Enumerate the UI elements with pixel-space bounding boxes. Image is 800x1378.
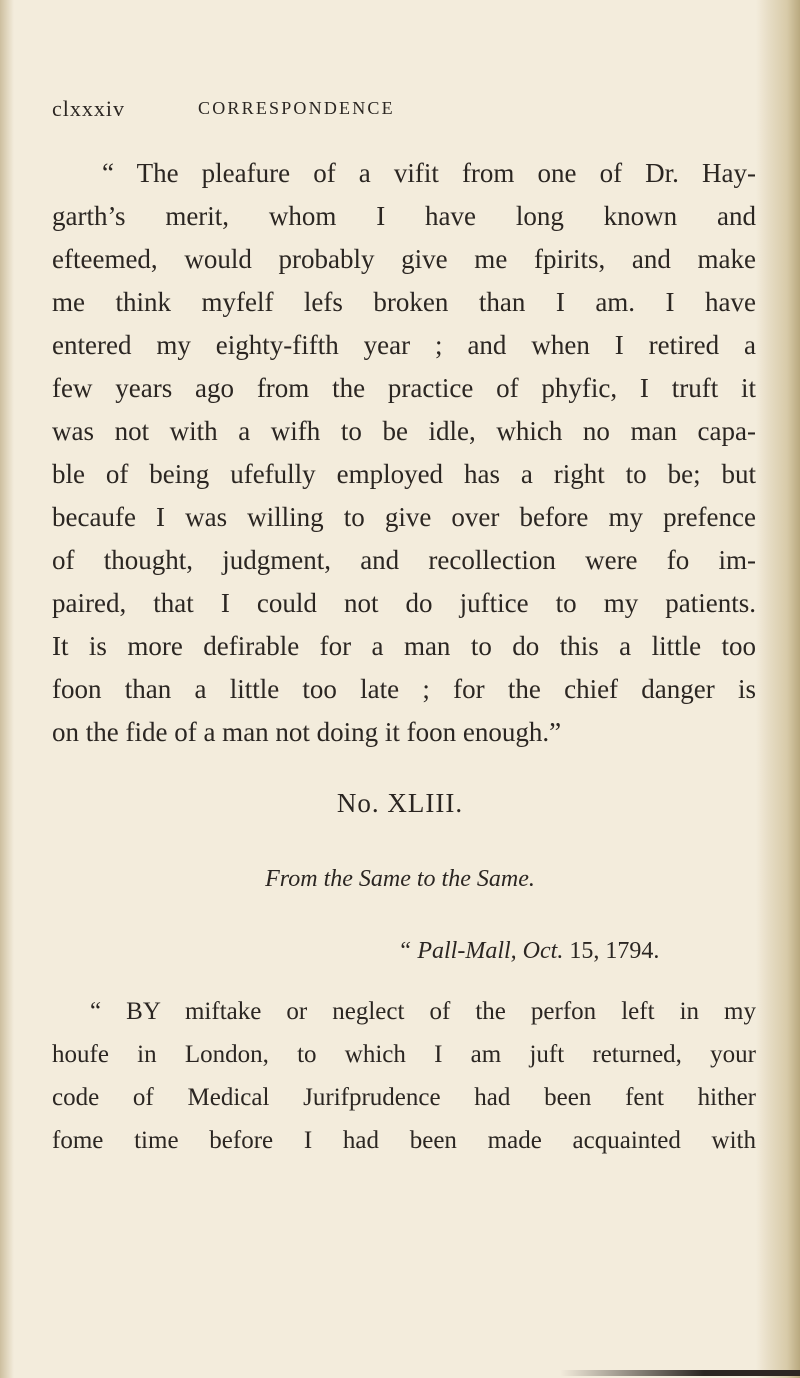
text-line: ble of being ufefully employed has a right to be; but <box>52 459 756 489</box>
text-line: “ The pleafure of a vifit from one of Dr. Hay- <box>102 158 756 188</box>
letter-body <box>52 990 756 1162</box>
text-line: efteemed, would probably give me fpirits, and make <box>52 244 756 274</box>
text-line: “ BY miftake or neglect of the perfon left in my <box>90 998 756 1025</box>
text-line: of thought, judgment, and recollection were fo im- <box>52 545 756 575</box>
text-line: me think myfelf lefs broken than I am. I have <box>52 287 756 317</box>
passage-text <box>52 152 756 754</box>
running-head: CORRESPONDENCE <box>198 98 395 118</box>
text-line: foon than a little too late ; for the chief danger is <box>52 674 756 704</box>
text-line: garth’s merit, whom I have long known and <box>52 201 756 231</box>
page-edge-right <box>756 0 800 1378</box>
text-line: code of Medical Jurifprudence had been fent hither <box>52 1084 756 1111</box>
letter-subheading: From the Same to the Same. <box>265 866 535 892</box>
text-line: entered my eighty-fifth year ; and when I retired a <box>52 330 756 360</box>
text-line: paired, that I could not do juftice to my patients. <box>52 588 756 618</box>
text-line: fome time before I had been made acquainted with <box>52 1127 756 1154</box>
bottom-rule <box>560 1370 800 1376</box>
text-line: becaufe I was willing to give over before my prefence <box>52 502 756 532</box>
dateline-place: “ Pall-Mall, Oct. <box>398 938 564 964</box>
text-line: on the fide of a man not doing it foon enough.” <box>52 717 562 747</box>
page-number: clxxxiv <box>52 96 125 121</box>
letter-dateline <box>398 938 659 965</box>
page-edge-left <box>0 0 14 1378</box>
dateline-date: 15, 1794. <box>569 938 660 964</box>
text-line: houfe in London, to which I am juft returned, your <box>52 1041 756 1068</box>
text-line: was not with a wifh to be idle, which no man capa- <box>52 416 756 446</box>
text-line: few years ago from the practice of phyfic, I truft it <box>52 373 756 403</box>
text-line: It is more defirable for a man to do this a little too <box>52 631 756 661</box>
letter-number: No. XLIII. <box>336 788 464 818</box>
page-header <box>52 96 752 126</box>
